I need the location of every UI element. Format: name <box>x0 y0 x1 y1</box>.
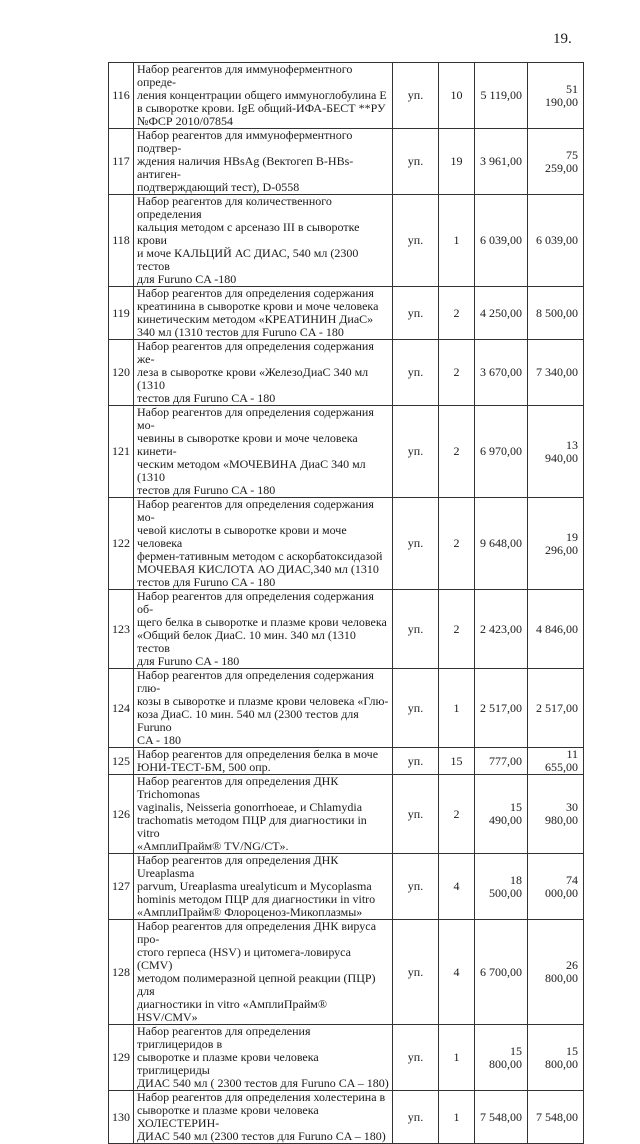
table-row <box>109 340 584 406</box>
table-row <box>109 129 584 195</box>
table-row <box>109 63 584 129</box>
row-number: 119 <box>109 287 134 340</box>
table-row <box>109 406 584 498</box>
item-description: Набор реагентов для определения белка в моче ЮНИ-ТЕСТ-БМ, 500 опр. <box>134 748 393 775</box>
total-price: 51 190,00 <box>528 63 584 129</box>
row-number: 123 <box>109 590 134 669</box>
item-description: Набор реагентов для определения содержания креатинина в сыворотке крови и моче человека кинетическим методом «КРЕАТИНИН ДиаС» 340 мл (1310 тестов для Furuno CA - 180 <box>134 287 393 340</box>
row-number: 116 <box>109 63 134 129</box>
table-row <box>109 195 584 287</box>
quantity: 4 <box>439 854 475 920</box>
total-price: 74 000,00 <box>528 854 584 920</box>
unit: уп. <box>393 340 439 406</box>
unit: уп. <box>393 748 439 775</box>
unit: уп. <box>393 920 439 1025</box>
page-number: 19. <box>553 31 572 47</box>
unit: уп. <box>393 63 439 129</box>
quantity: 10 <box>439 63 475 129</box>
row-number: 128 <box>109 920 134 1025</box>
total-price: 6 039,00 <box>528 195 584 287</box>
row-number: 126 <box>109 775 134 854</box>
table-row <box>109 775 584 854</box>
quantity: 15 <box>439 748 475 775</box>
table-row <box>109 498 584 590</box>
total-price: 13 940,00 <box>528 406 584 498</box>
item-description: Набор реагентов для определения содержания же- леза в сыворотке крови «ЖелезоДиаС 340 мл (1310 тестов для Furuno CA - 180 <box>134 340 393 406</box>
row-number: 130 <box>109 1091 134 1144</box>
row-number: 127 <box>109 854 134 920</box>
quantity: 1 <box>439 669 475 748</box>
row-number: 121 <box>109 406 134 498</box>
item-description: Набор реагентов для определения содержания об- щего белка в сыворотке и плазме крови человека «Общий белок ДиаС. 10 мин. 340 мл (1310 тестов для Furuno CA - 180 <box>134 590 393 669</box>
total-price: 11 655,00 <box>528 748 584 775</box>
total-price: 7 340,00 <box>528 340 584 406</box>
unit-price: 6 700,00 <box>475 920 528 1025</box>
table-row <box>109 590 584 669</box>
item-description: Набор реагентов для иммуноферментного опреде- ления концентрации общего иммуноглобулина Е в сыворотке крови. IgE общий-ИФА-БЕСТ **РУ №ФСР 2010/07854 <box>134 63 393 129</box>
unit-price: 15 800,00 <box>475 1025 528 1091</box>
unit: уп. <box>393 287 439 340</box>
unit: уп. <box>393 669 439 748</box>
total-price: 75 259,00 <box>528 129 584 195</box>
quantity: 2 <box>439 287 475 340</box>
unit-price: 15 490,00 <box>475 775 528 854</box>
total-price: 19 296,00 <box>528 498 584 590</box>
quantity: 1 <box>439 1025 475 1091</box>
unit-price: 7 548,00 <box>475 1091 528 1144</box>
table-row <box>109 748 584 775</box>
unit-price: 9 648,00 <box>475 498 528 590</box>
item-description: Набор реагентов для определения триглицеридов в сыворотке и плазме крови человека триглицериды ДИАС 540 мл ( 2300 тестов для Furuno CA – 180) <box>134 1025 393 1091</box>
quantity: 2 <box>439 498 475 590</box>
unit: уп. <box>393 498 439 590</box>
table-row <box>109 920 584 1025</box>
unit-price: 5 119,00 <box>475 63 528 129</box>
row-number: 117 <box>109 129 134 195</box>
unit-price: 3 670,00 <box>475 340 528 406</box>
table-row <box>109 1091 584 1144</box>
quantity: 2 <box>439 340 475 406</box>
item-description: Набор реагентов для определения содержания мо- чевой кислоты в сыворотке крови и моче человека фермен-тативным методом с аскорбатоксидазой МОЧЕВАЯ КИСЛОТА АО ДИАС,340 мл (1310 тестов для Furuno CA - 180 <box>134 498 393 590</box>
item-description: Набор реагентов для количественного определения кальция методом с арсеназо III в сыворотке крови и моче КАЛЬЦИЙ АС ДИАС, 540 мл (2300 тестов для Furuno CA -180 <box>134 195 393 287</box>
total-price: 26 800,00 <box>528 920 584 1025</box>
unit-price: 18 500,00 <box>475 854 528 920</box>
unit: уп. <box>393 775 439 854</box>
item-description: Набор реагентов для определения содержания глю- козы в сыворотке и плазме крови человека «Глю- коза ДиаС. 10 мин. 540 мл (2300 тестов для Furuno CA - 180 <box>134 669 393 748</box>
quantity: 2 <box>439 406 475 498</box>
row-number: 129 <box>109 1025 134 1091</box>
unit: уп. <box>393 1091 439 1144</box>
unit-price: 2 423,00 <box>475 590 528 669</box>
unit-price: 6 970,00 <box>475 406 528 498</box>
unit-price: 777,00 <box>475 748 528 775</box>
unit-price: 2 517,00 <box>475 669 528 748</box>
quantity: 4 <box>439 920 475 1025</box>
unit: уп. <box>393 195 439 287</box>
total-price: 15 800,00 <box>528 1025 584 1091</box>
row-number: 125 <box>109 748 134 775</box>
unit-price: 3 961,00 <box>475 129 528 195</box>
unit: уп. <box>393 1025 439 1091</box>
unit: уп. <box>393 854 439 920</box>
quantity: 1 <box>439 195 475 287</box>
table-row <box>109 854 584 920</box>
total-price: 4 846,00 <box>528 590 584 669</box>
item-description: Набор реагентов для определения ДНК Trichomonas vaginalis, Neisseria gonorrhoeae, и Chlamydia trachomatis методом ПЦР для диагностики in vitro «АмплиПрайм® TV/NG/CT». <box>134 775 393 854</box>
unit: уп. <box>393 129 439 195</box>
item-description: Набор реагентов для определения ДНК вируса про- стого герпеса (HSV) и цитомега-ловируса (CMV) методом полимеразной цепной реакции (ПЦР) для диагностики in vitro «АмплиПрайм® HSV/CMV» <box>134 920 393 1025</box>
quantity: 2 <box>439 590 475 669</box>
total-price: 8 500,00 <box>528 287 584 340</box>
reagents-table <box>108 62 584 1144</box>
row-number: 120 <box>109 340 134 406</box>
row-number: 124 <box>109 669 134 748</box>
total-price: 7 548,00 <box>528 1091 584 1144</box>
table-row <box>109 1025 584 1091</box>
table-row <box>109 669 584 748</box>
unit: уп. <box>393 590 439 669</box>
table-row <box>109 287 584 340</box>
total-price: 2 517,00 <box>528 669 584 748</box>
row-number: 118 <box>109 195 134 287</box>
item-description: Набор реагентов для определения ДНК Ureaplasma parvum, Ureaplasma urealyticum и Mycoplasma hominis методом ПЦР для диагностики in vitro «АмплиПрайм® Флороценоз-Микоплазмы» <box>134 854 393 920</box>
quantity: 2 <box>439 775 475 854</box>
item-description: Набор реагентов для определения холестерина в сыворотке и плазме крови человека ХОЛЕСТЕРИН- ДИАС 540 мл (2300 тестов для Furuno CA – 180) <box>134 1091 393 1144</box>
unit: уп. <box>393 406 439 498</box>
row-number: 122 <box>109 498 134 590</box>
item-description: Набор реагентов для определения содержания мо- чевины в сыворотке крови и моче человека кинети- ческим методом «МОЧЕВИНА ДиаС 340 мл (1310 тестов для Furuno CA - 180 <box>134 406 393 498</box>
unit-price: 4 250,00 <box>475 287 528 340</box>
item-description: Набор реагентов для иммуноферментного подтвер- ждения наличия HBsAg (Вектогеп В-HBs-антиген- подтверждающий тест), D-0558 <box>134 129 393 195</box>
unit-price: 6 039,00 <box>475 195 528 287</box>
total-price: 30 980,00 <box>528 775 584 854</box>
quantity: 19 <box>439 129 475 195</box>
quantity: 1 <box>439 1091 475 1144</box>
